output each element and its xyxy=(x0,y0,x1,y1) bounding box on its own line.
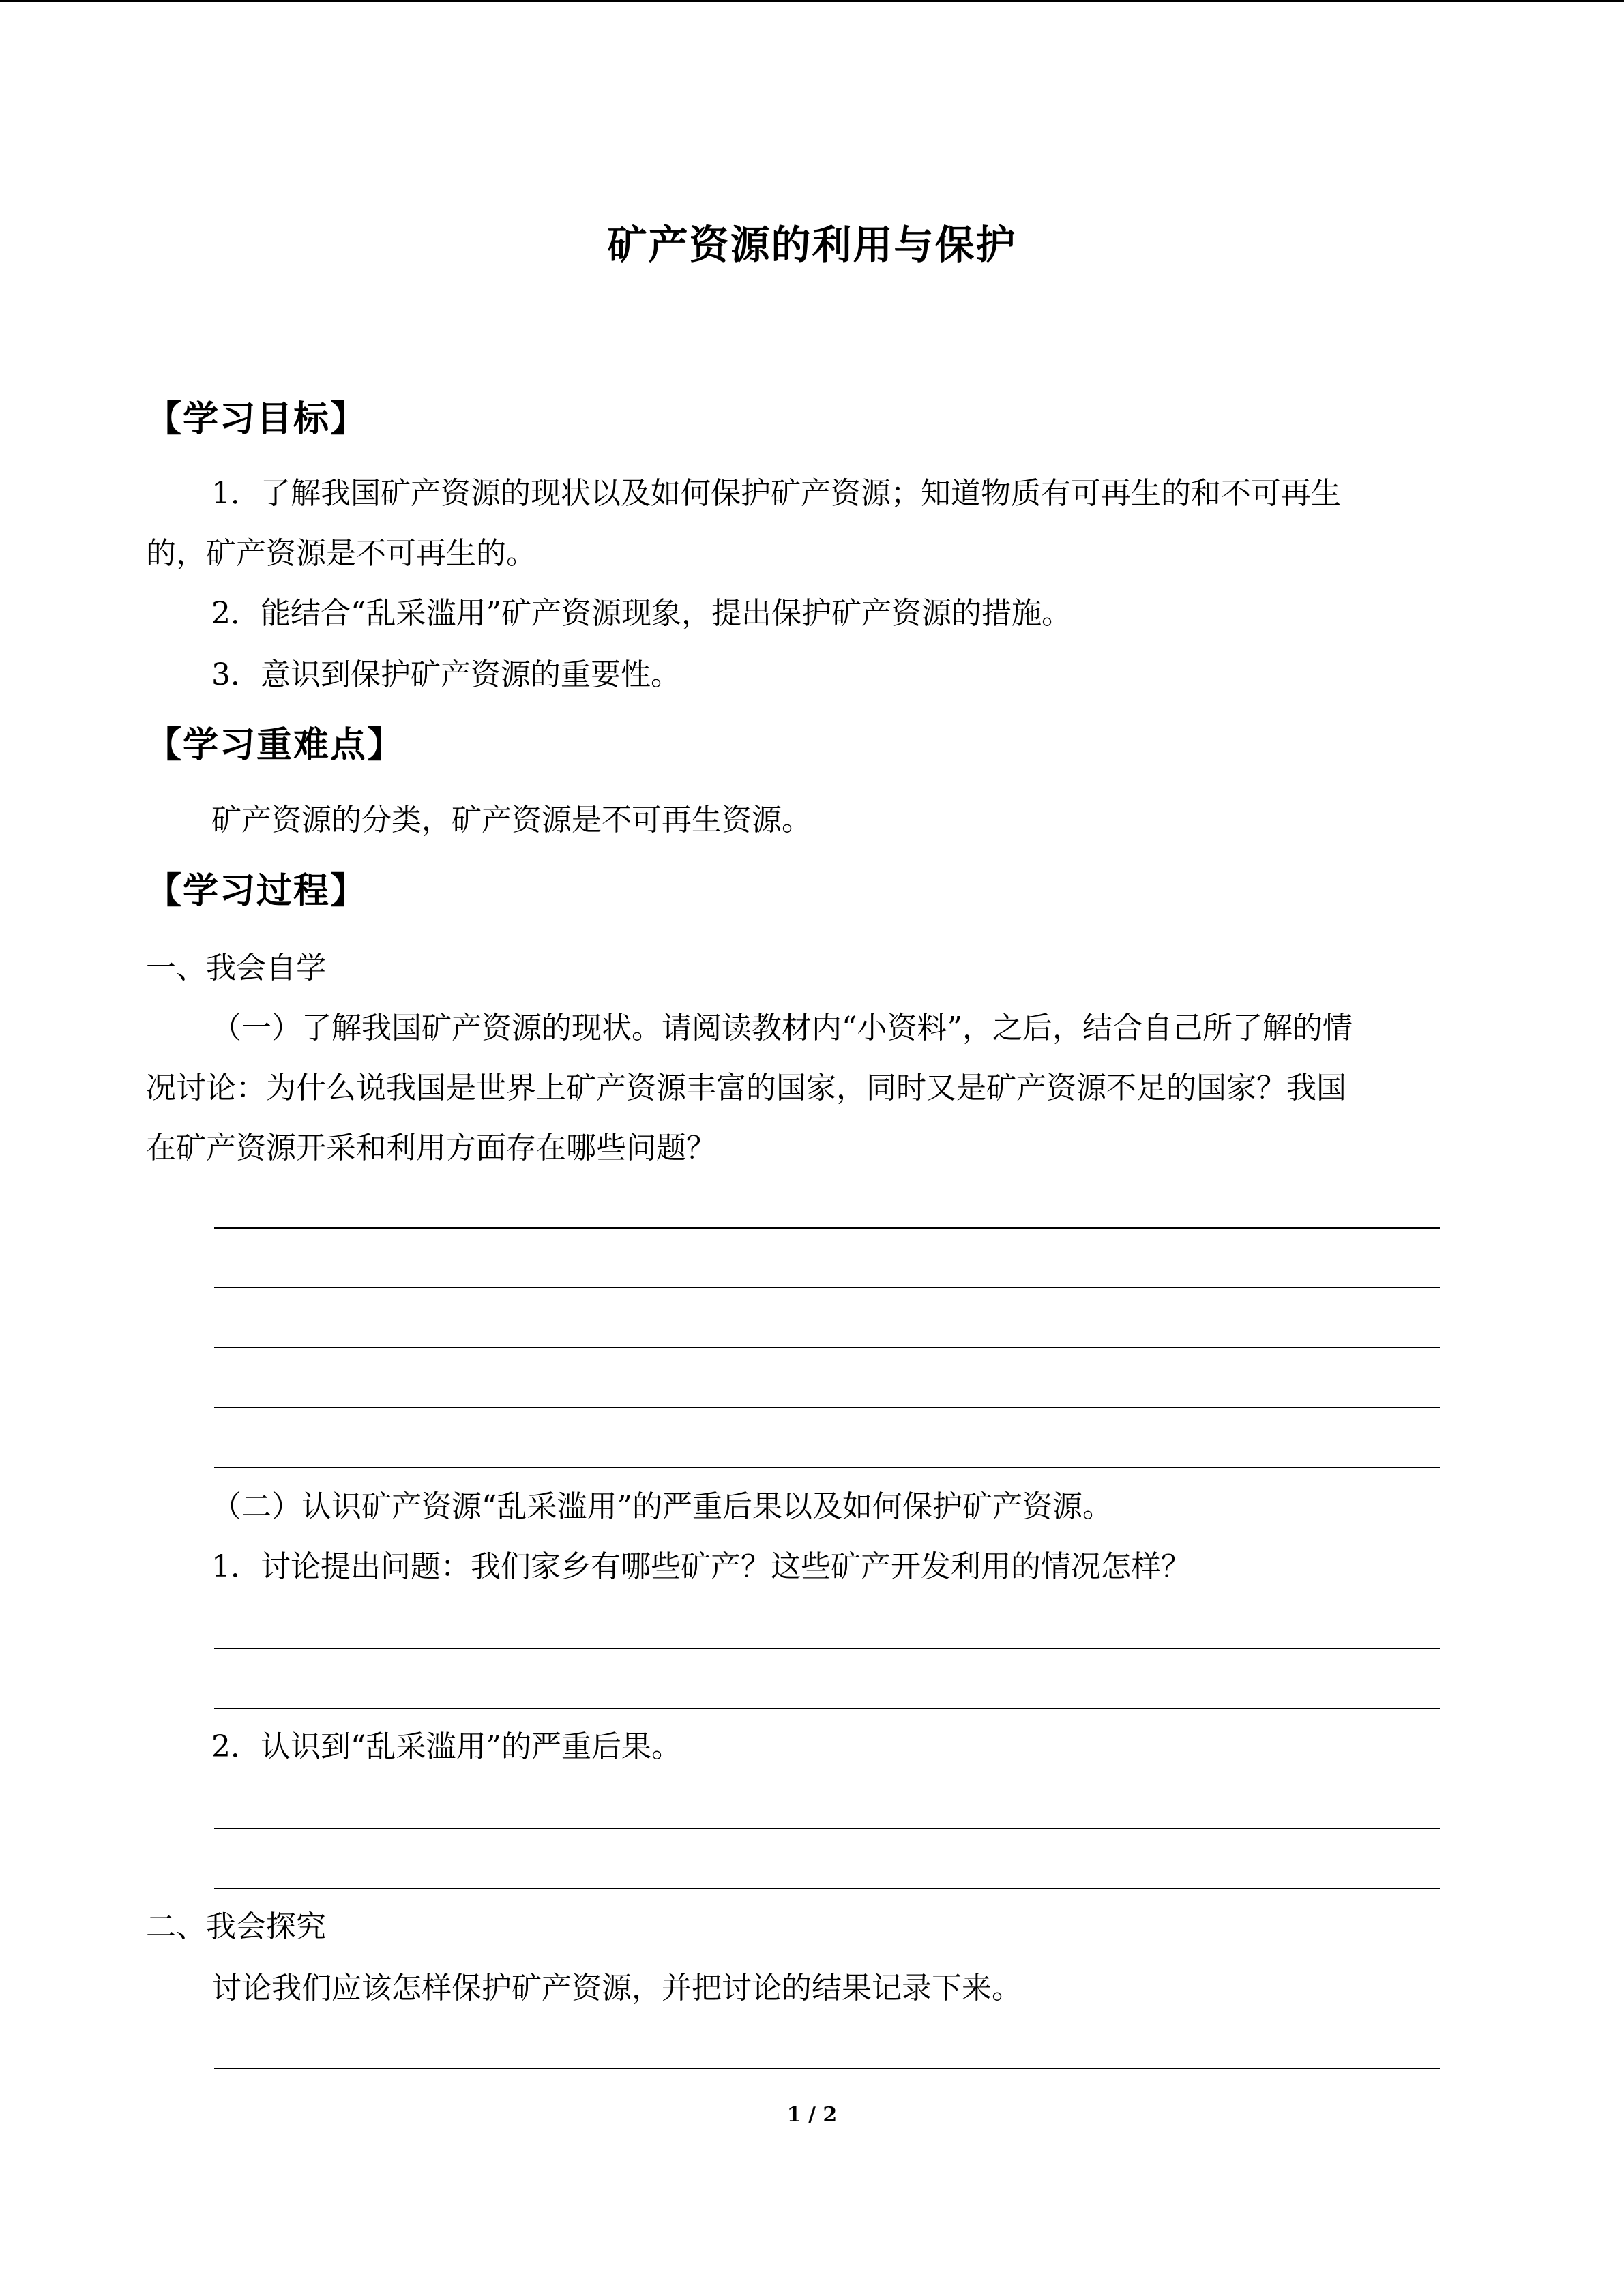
part1-subsection-2-title: （二）认识矿产资源“乱采滥用”的严重后果以及如何保护矿产资源。 xyxy=(211,1489,1112,1524)
part1-paragraph-line-1: （一）了解我国矿产资源的现状。请阅读教材内“小资料”，之后，结合自己所了解的情 xyxy=(211,1011,1353,1045)
part2-title: 二、我会探究 xyxy=(146,1909,326,1944)
page-number: 1 / 2 xyxy=(786,2103,838,2127)
answer-line xyxy=(214,1888,1440,1889)
part2-text: 讨论我们应该怎样保护矿产资源，并把讨论的结果记录下来。 xyxy=(211,1971,1022,2006)
answer-line xyxy=(214,1467,1440,1468)
answer-line xyxy=(214,1347,1440,1348)
goal-item-2: 2．能结合“乱采滥用”矿产资源现象，提出保护矿产资源的措施。 xyxy=(211,596,1072,631)
answer-line xyxy=(214,1407,1440,1408)
part1-paragraph-line-2: 况讨论：为什么说我国是世界上矿产资源丰富的国家，同时又是矿产资源不足的国家？我国 xyxy=(146,1071,1346,1105)
goal-item-3: 3．意识到保护矿产资源的重要性。 xyxy=(211,657,681,692)
top-border-rule xyxy=(0,0,1624,2)
keypoints-text: 矿产资源的分类，矿产资源是不可再生资源。 xyxy=(211,803,812,837)
answer-line xyxy=(214,1828,1440,1829)
goal-item-1-line-2: 的，矿产资源是不可再生的。 xyxy=(146,536,536,571)
part1-title: 一、我会自学 xyxy=(146,951,326,985)
answer-line xyxy=(214,1648,1440,1649)
page-title: 矿产资源的利用与保护 xyxy=(607,222,1017,268)
goal-item-1-line-1: 1．了解我国矿产资源的现状以及如何保护矿产资源；知道物质有可再生的和不可再生 xyxy=(211,476,1341,511)
answer-line xyxy=(214,2068,1440,2069)
answer-line xyxy=(214,1227,1440,1229)
process-heading: 【学习过程】 xyxy=(146,870,368,912)
part1-paragraph-line-3: 在矿产资源开采和利用方面存在哪些问题？ xyxy=(146,1131,716,1165)
answer-line xyxy=(214,1287,1440,1288)
question-2: 2．认识到“乱采滥用”的严重后果。 xyxy=(211,1729,681,1764)
goals-heading: 【学习目标】 xyxy=(146,398,368,440)
question-1: 1．讨论提出问题：我们家乡有哪些矿产？这些矿产开发利用的情况怎样？ xyxy=(211,1549,1191,1584)
keypoints-heading: 【学习重难点】 xyxy=(146,724,404,766)
answer-line xyxy=(214,1708,1440,1709)
